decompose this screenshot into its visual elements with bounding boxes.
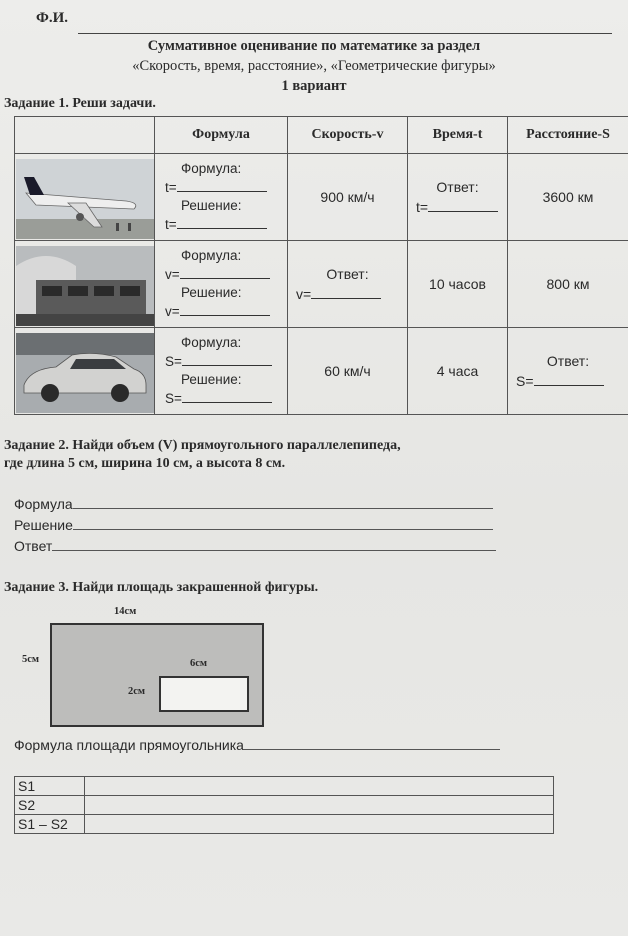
distance-cell: 800 км (508, 241, 628, 328)
formula-var: t= (165, 180, 177, 195)
image-cell (15, 241, 155, 328)
solution-blank[interactable] (177, 215, 267, 229)
answer-cell (508, 328, 628, 415)
task2-answer-label: Ответ (14, 538, 53, 554)
speed-cell: 60 км/ч (288, 328, 408, 415)
formula-label: Формула: (181, 161, 242, 176)
time-cell: 10 часов (408, 241, 508, 328)
task2-answer-blank[interactable] (52, 538, 496, 551)
table-row (15, 328, 628, 415)
formula-cell (155, 154, 288, 241)
answer-var: t= (416, 199, 429, 215)
area-row-value[interactable] (85, 815, 554, 834)
col-header-formula: Формула (155, 117, 288, 154)
area-row-value[interactable] (85, 777, 554, 796)
fio-label: Ф.И. (36, 10, 69, 26)
answer-cell (288, 241, 408, 328)
task3-formula-label: Формула площади прямоугольника (14, 737, 244, 753)
task2-title-line1: Задание 2. Найди объем (V) прямоугольного параллелепипеда, (4, 438, 401, 453)
formula-cell (155, 241, 288, 328)
time-cell: 4 часа (408, 328, 508, 415)
fio-blank-line[interactable] (78, 33, 612, 34)
area-row-value[interactable] (85, 796, 554, 815)
dim-left-label: 5см (22, 654, 40, 665)
formula-var: v= (165, 267, 180, 282)
dim-inner-height-label: 2см (128, 686, 146, 697)
header-empty-cell (15, 117, 155, 154)
solution-label: Решение: (181, 372, 242, 387)
airplane-photo (16, 159, 154, 239)
answer-label: Ответ: (326, 266, 369, 282)
col-header-distance: Расстояние-S (508, 117, 628, 154)
answer-blank[interactable] (428, 198, 498, 212)
area-row-label: S2 (15, 796, 85, 815)
inner-rectangle (159, 676, 249, 712)
answer-blank[interactable] (534, 372, 604, 386)
area-row-label: S1 – S2 (15, 815, 85, 834)
image-cell (15, 328, 155, 415)
solution-blank[interactable] (180, 302, 270, 316)
col-header-speed: Скорость-v (288, 117, 408, 154)
dim-inner-width-label: 6см (190, 658, 208, 669)
formula-blank[interactable] (180, 265, 270, 279)
task3-formula-blank[interactable] (244, 737, 500, 750)
speed-cell: 900 км/ч (288, 154, 408, 241)
table-row (15, 241, 628, 328)
table-row (15, 154, 628, 241)
train-photo (16, 246, 154, 326)
task2-solution-label: Решение (14, 517, 73, 533)
variant-label: 1 вариант (281, 78, 347, 94)
col-header-time: Время-t (408, 117, 508, 154)
answer-var: S= (516, 373, 534, 389)
car-photo (16, 333, 154, 413)
solution-label: Решение: (181, 198, 242, 213)
task2-answer-row (14, 538, 496, 554)
formula-cell (155, 328, 288, 415)
answer-blank[interactable] (311, 285, 381, 299)
task2-solution-blank[interactable] (73, 517, 493, 530)
task1-table (14, 116, 628, 415)
task2-solution-row (14, 517, 493, 533)
solution-label: Решение: (181, 285, 242, 300)
worksheet-subtitle: «Скорость, время, расстояние», «Геометрические фигуры» (132, 58, 496, 74)
table-row (15, 796, 554, 815)
task1-title: Задание 1. Реши задачи. (4, 96, 156, 111)
formula-blank[interactable] (177, 178, 267, 192)
task2-formula-row (14, 496, 493, 512)
solution-var: t= (165, 217, 177, 232)
task1-header-row (15, 117, 628, 154)
worksheet-title: Суммативное оценивание по математике за раздел (147, 38, 481, 54)
table-row (15, 815, 554, 834)
formula-label: Формула: (181, 335, 242, 350)
solution-blank[interactable] (182, 389, 272, 403)
solution-var: v= (165, 304, 180, 319)
image-cell (15, 154, 155, 241)
task3-title: Задание 3. Найди площадь закрашенной фигуры. (4, 580, 319, 595)
task2-formula-blank[interactable] (73, 496, 493, 509)
task2-formula-label: Формула (14, 496, 73, 512)
area-row-label: S1 (15, 777, 85, 796)
task3-area-table (14, 776, 554, 834)
distance-cell: 3600 км (508, 154, 628, 241)
solution-var: S= (165, 391, 182, 406)
dim-top-label: 14см (114, 606, 137, 617)
answer-label: Ответ: (436, 179, 479, 195)
task3-formula-row (14, 737, 500, 753)
answer-label: Ответ: (546, 353, 590, 369)
table-row (15, 777, 554, 796)
task2-title-line2: где длина 5 см, ширина 10 см, а высота 8 см. (4, 456, 286, 471)
formula-var: S= (165, 354, 182, 369)
answer-var: v= (296, 286, 312, 302)
formula-blank[interactable] (182, 352, 272, 366)
answer-cell (408, 154, 508, 241)
formula-label: Формула: (181, 248, 242, 263)
